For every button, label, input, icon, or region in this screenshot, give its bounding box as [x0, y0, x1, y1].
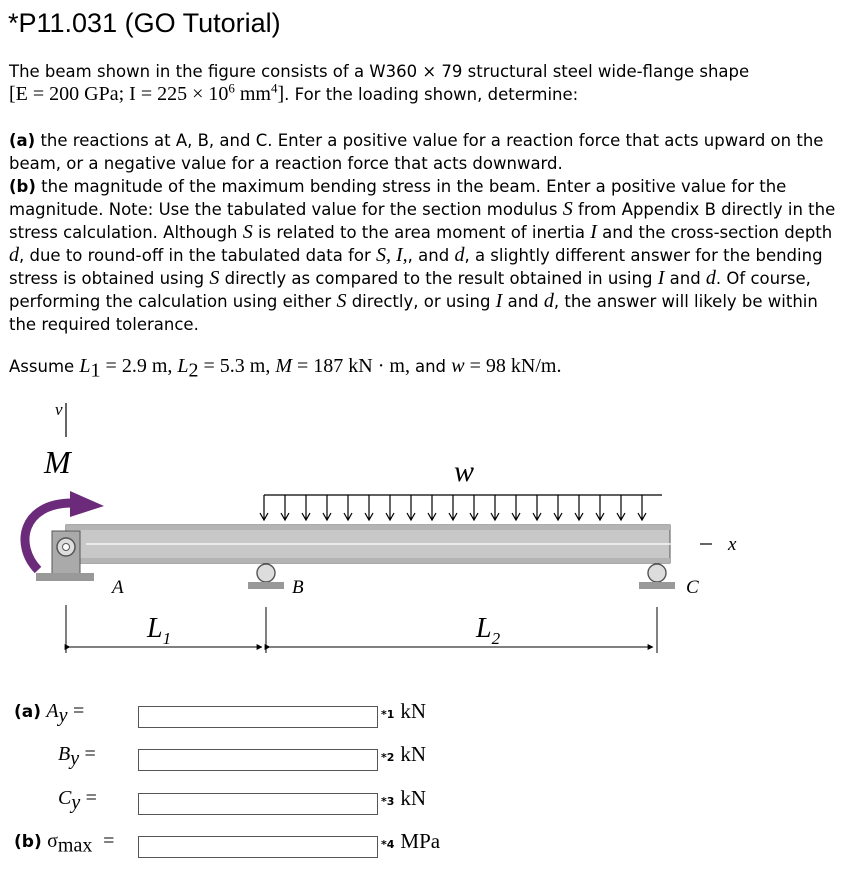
problem-intro	[9, 60, 841, 106]
x-axis-label: x	[728, 534, 737, 555]
support-a-label: A	[112, 577, 124, 598]
answer-unit-cy: *3 kN	[381, 786, 427, 810]
answer-label-by: $B_y$ =	[58, 743, 96, 770]
dim-l2-label: $L_2$	[476, 613, 501, 648]
intro-determine: . For the loading shown, determine:	[284, 85, 579, 104]
answer-input-sigma-max[interactable]	[138, 836, 378, 858]
answer-input-cy[interactable]	[138, 793, 378, 815]
part-a-description: (a) the reactions at A, B, and C. Enter a positive value for a reaction force that acts upward on the beam, or a negative value for a reaction force that acts downward. (b) the magnitude of the maximum bending stress in the beam. Enter a positive value for the magnitude. Note: Use the tabulated value for the section modulus S from Appendix B directly in the stress calculation. Although S is related to the area moment of inertia I and the cross-section depth d, due to round-off in the tabulated data for S, I,, and d, a slightly different answer for the bending stress is obtained using S directly as compared to the result obtained in using I and d. Of course, performing the calculation using either S directly, or using I and d, the answer will likely be within the required tolerance.	[9, 131, 836, 334]
beam-figure	[0, 395, 848, 665]
answer-unit-sigma-max: *4 MPa	[381, 829, 441, 853]
answer-label-cy: $C_y$ =	[58, 787, 97, 814]
answer-input-ay[interactable]	[138, 706, 378, 728]
assumptions: Assume $L_1 = 2.9$ m, $L_2 = 5.3$ m, M = 187 kN · m, and w = 98 kN/m.	[9, 355, 562, 382]
support-b-label: B	[292, 577, 304, 598]
distributed-load-arrows	[260, 495, 662, 520]
answer-input-by[interactable]	[138, 749, 378, 771]
material-props: [E = 200 GPa; $I = 225 \times 10^6$ $mm^4$]	[9, 80, 285, 105]
problem-title: *P11.031 (GO Tutorial)	[8, 8, 281, 38]
distributed-load-label: w	[454, 455, 475, 488]
answer-label-sigma-max: (b) $\sigma_{max}$ =	[14, 830, 115, 857]
roller-support-c	[639, 564, 675, 589]
roller-support-b	[248, 564, 284, 589]
moment-label: M	[44, 444, 71, 480]
part-b-label: (b)	[9, 177, 36, 196]
answer-unit-ay: *1 kN	[381, 699, 427, 723]
answer-unit-by: *2 kN	[381, 742, 427, 766]
answer-label-ay: (a) $A_y$ =	[14, 700, 85, 727]
v-axis-label: v	[55, 400, 63, 419]
intro-text: The beam shown in the figure consists of a W360 × 79 structural steel wide-flange shape	[9, 62, 750, 81]
dim-l1-label: $L_1$	[147, 613, 172, 648]
support-c-label: C	[686, 577, 699, 598]
